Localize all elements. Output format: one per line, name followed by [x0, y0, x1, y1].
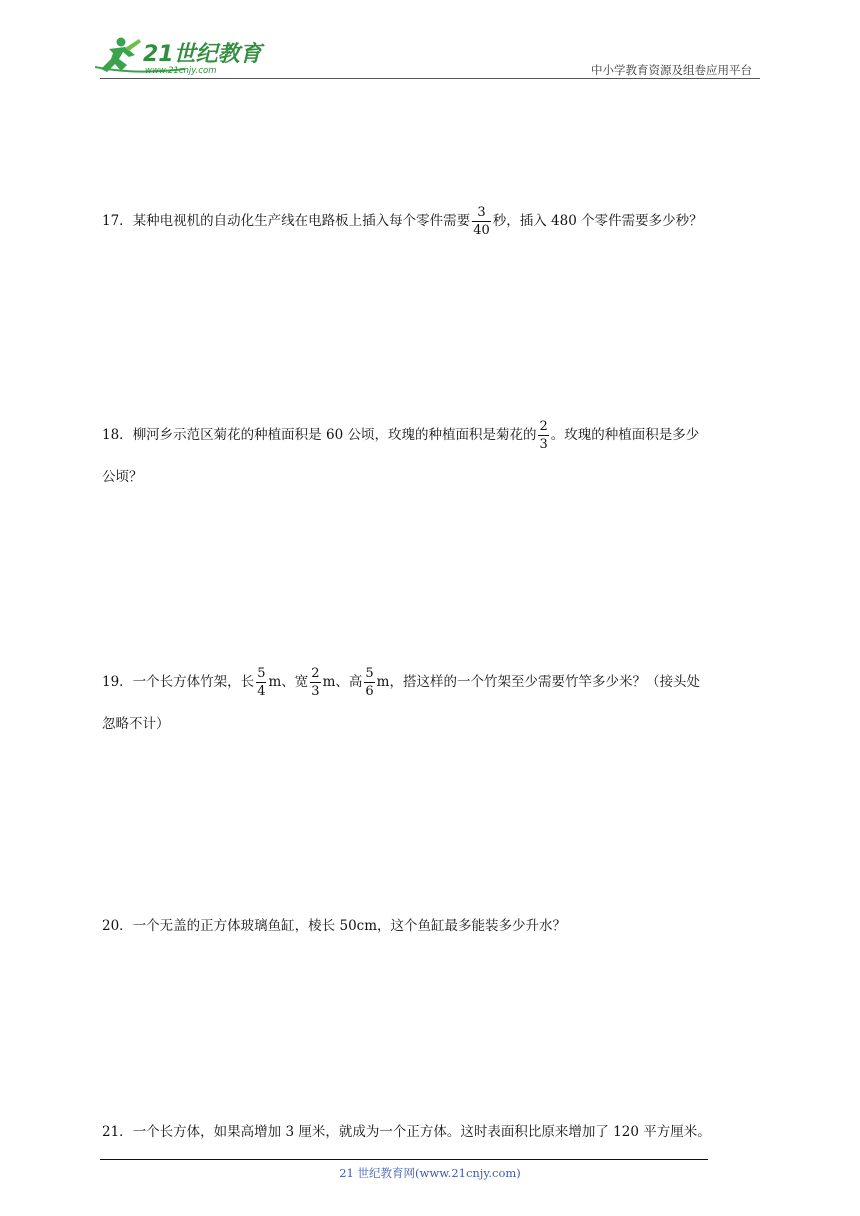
question-21 — [102, 1124, 772, 1140]
question-text: 一个无盖的正方体玻璃鱼缸，棱长 50cm，这个鱼缸最多能装多少升水？ — [132, 918, 567, 934]
question-text: 柳河乡示范区菊花的种植面积是 60 公顷，玫瑰的种植面积是菊花的 — [132, 427, 537, 443]
question-18 — [102, 420, 772, 485]
platform-name: 中小学教育资源及组卷应用平台 — [591, 63, 752, 77]
fraction: $\frac{2}{3}$ — [539, 419, 548, 452]
question-text-line2: 公顷？ — [102, 469, 143, 485]
question-text: m、高 — [322, 674, 363, 690]
question-number: 20． — [102, 918, 133, 934]
fraction: $\frac{3}{40}$ — [473, 205, 490, 238]
footer-divider — [100, 1159, 708, 1160]
question-number: 18． — [102, 427, 133, 443]
question-text: m、宽 — [268, 674, 309, 690]
logo-21cnjy — [95, 35, 265, 77]
question-text: 。玫瑰的种植面积是多少 — [550, 427, 700, 443]
svg-text:21世纪教育: 21世纪教育 — [143, 42, 262, 67]
question-text: 一个长方体，如果高增加 3 厘米，就成为一个正方体。这时表面积比原来增加了 120 平方厘米。 — [132, 1124, 711, 1140]
page-header — [95, 35, 760, 79]
question-17 — [102, 206, 772, 237]
svg-text:www.21cnjy.com: www.21cnjy.com — [145, 66, 217, 76]
question-19 — [102, 667, 772, 732]
question-text-line2: 忽略不计） — [102, 716, 170, 732]
question-number: 19． — [102, 674, 133, 690]
header-divider — [100, 78, 760, 79]
question-text: 秒，插入 480 个零件需要多少秒？ — [492, 213, 703, 229]
fraction: $\frac{2}{3}$ — [311, 666, 320, 699]
question-text: 一个长方体竹架，长 — [132, 674, 255, 690]
question-text: m，搭这样的一个竹架至少需要竹竿多少米？（接头处 — [376, 674, 700, 690]
footer-text: 21 世纪教育网(www.21cnjy.com) — [339, 1166, 521, 1180]
fraction: $\frac{5}{4}$ — [257, 666, 266, 699]
question-20 — [102, 918, 772, 934]
fraction: $\frac{5}{6}$ — [365, 666, 374, 699]
question-number: 21． — [102, 1124, 133, 1140]
question-number: 17． — [102, 213, 133, 229]
question-text: 某种电视机的自动化生产线在电路板上插入每个零件需要 — [132, 213, 471, 229]
